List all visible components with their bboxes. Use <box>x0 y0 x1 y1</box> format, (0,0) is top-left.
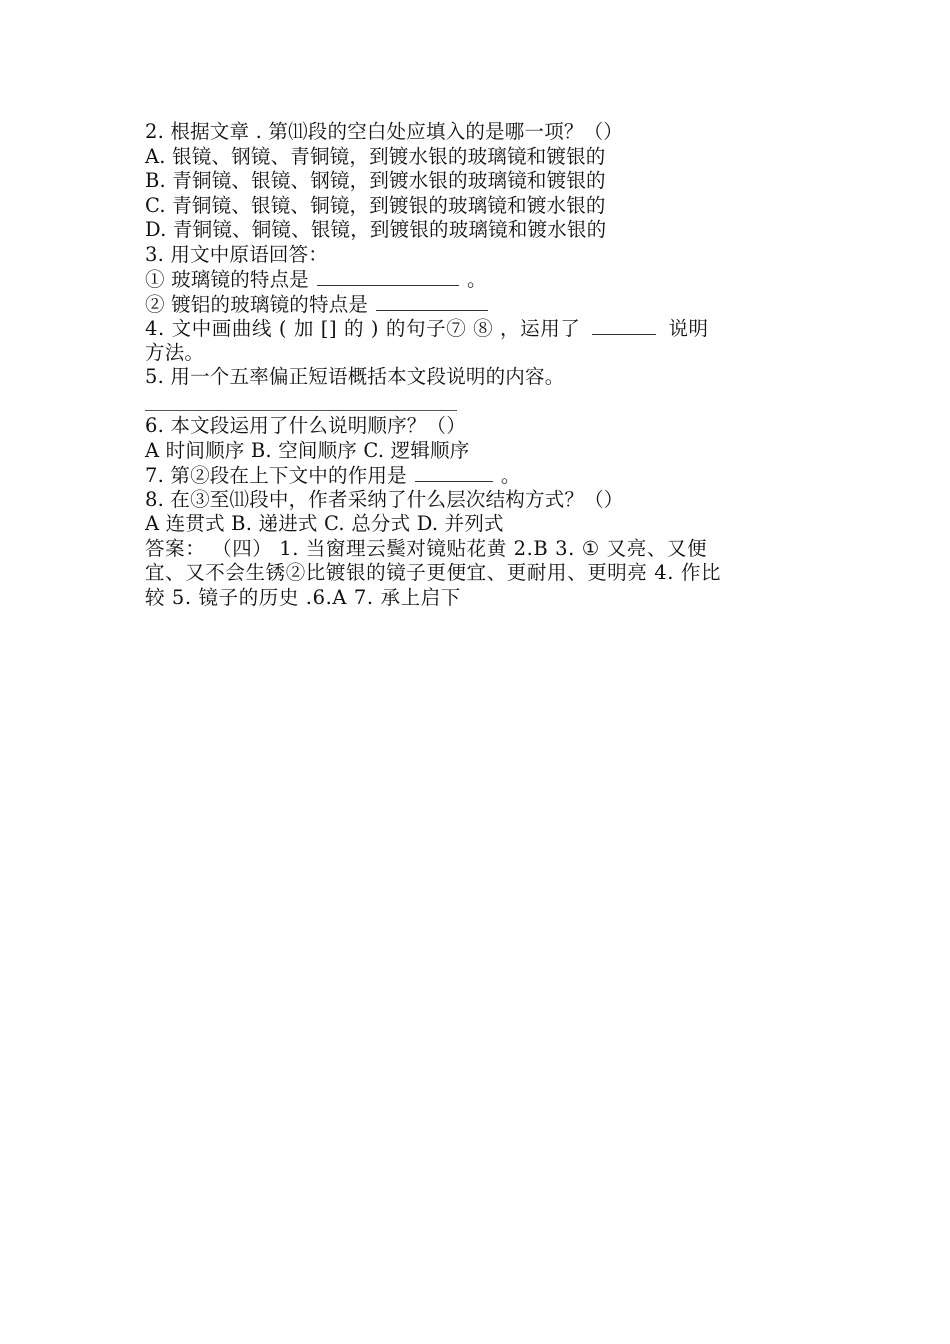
question-6-options: A 时间顺序 B. 空间顺序 C. 逻辑顺序 <box>145 438 470 462</box>
question-2-option-d: D. 青铜镜、铜镜、银镜，到镀银的玻璃镜和镀水银的 <box>145 218 607 241</box>
document-page <box>145 120 815 610</box>
answer-key-line-2: 宜、又不会生锈②比镀银的镜子更便宜、更耐用、更明亮 4. 作比 <box>145 561 722 584</box>
question-8-options: A 连贯式 B. 递进式 C. 总分式 D. 并列式 <box>145 512 504 535</box>
question-7 <box>145 463 815 488</box>
question-3: 3. 用文中原语回答： <box>145 242 329 266</box>
question-3-item-1 <box>145 267 815 292</box>
question-4-end: 说明 <box>668 317 709 340</box>
question-3-item-2 <box>145 292 815 317</box>
question-2-option-a: A. 银镜、钢镜、青铜镜，到镀水银的玻璃镜和镀银的 <box>145 144 606 168</box>
question-3-item-1-text: ① 玻璃镜的特点是 <box>145 268 309 291</box>
answer-key-line-3: 较 5. 镜子的历史 .6.A 7. 承上启下 <box>145 585 461 609</box>
question-3-item-1-end: 。 <box>467 268 487 291</box>
question-7-end: 。 <box>500 464 521 487</box>
question-6: 6. 本文段运用了什么说明顺序？（） <box>145 414 466 437</box>
answer-blank <box>376 292 488 311</box>
question-4 <box>145 316 815 341</box>
question-2: 2. 根据文章 . 第⑾段的空白处应填入的是哪一项？（） <box>145 120 623 143</box>
answer-rule <box>145 410 457 411</box>
answer-line <box>145 390 815 415</box>
question-7-text: 7. 第②段在上下文中的作用是 <box>145 464 407 487</box>
question-2-option-b: B. 青铜镜、银镜、钢镜，到镀水银的玻璃镜和镀银的 <box>145 169 606 192</box>
question-3-item-2-text: ② 镀铝的玻璃镜的特点是 <box>145 292 369 316</box>
question-4-continued: 方法。 <box>145 340 205 364</box>
answer-key-line-1: 答案： （四） 1. 当窗理云鬓对镜贴花黄 2.B 3. ① 又亮、又便 <box>145 536 708 560</box>
answer-blank <box>592 316 656 335</box>
answer-blank <box>317 267 459 286</box>
answer-blank <box>415 463 493 482</box>
question-5: 5. 用一个五率偏正短语概括本文段说明的内容。 <box>145 365 565 388</box>
question-2-option-c: C. 青铜镜、银镜、铜镜，到镀银的玻璃镜和镀水银的 <box>145 193 606 217</box>
question-8: 8. 在③至⑾段中，作者采纳了什么层次结构方式？（） <box>145 487 624 511</box>
question-4-text: 4. 文中画曲线 ( 加 [] 的 ) 的句子⑦ ⑧ ，运用了 <box>145 317 581 340</box>
